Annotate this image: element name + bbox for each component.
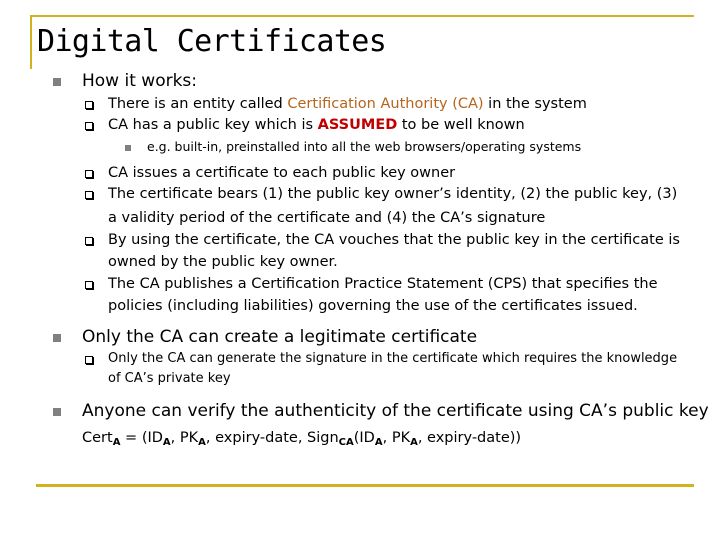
formula-text: = (ID (120, 430, 163, 446)
formula-text: , expiry-date)) (417, 430, 522, 446)
item-private-key-line1: Only the CA can generate the signature in the certificate which requires the knowledge (108, 351, 678, 366)
formula-subscript: A (162, 437, 171, 448)
item-private-key-line2: of CA’s private key (108, 371, 231, 386)
square-bullet-icon (53, 408, 61, 416)
slide-title: Digital Certificates (37, 24, 387, 59)
item-ca-public-key (108, 115, 525, 136)
item-text: to be well known (397, 117, 525, 133)
section-heading-anyone-verify: Anyone can verify the authenticity of the certificate using CA’s public key (82, 401, 709, 421)
item-cps-line2: policies (including liabilities) governing the use of the certificates issued. (108, 298, 638, 314)
item-certificate-bears-line2: a validity period of the certificate and (4) the CA’s signature (108, 210, 546, 226)
section-heading-only-ca: Only the CA can create a legitimate certificate (82, 327, 478, 347)
formula-text: (ID (353, 430, 375, 446)
hollow-square-bullet-icon (85, 122, 93, 130)
item-vouches-line1: By using the certificate, the CA vouches that the public key in the certificate is (108, 232, 680, 248)
formula-text: , expiry-date, Sign (205, 430, 339, 446)
frame-left-rule (30, 15, 32, 69)
certificate-formula (82, 428, 521, 453)
item-text: There is an entity called (108, 96, 288, 112)
subitem-builtin: e.g. built-in, preinstalled into all the web browsers/operating systems (147, 139, 582, 154)
formula-subscript: A (198, 437, 206, 448)
formula-subscript: A (374, 437, 383, 448)
item-ca-entity (108, 94, 587, 115)
hollow-square-bullet-icon (85, 237, 93, 245)
square-bullet-icon (53, 78, 61, 86)
hollow-square-bullet-icon (85, 191, 93, 199)
item-cps-line1: The CA publishes a Certification Practice Statement (CPS) that specifies the (108, 276, 658, 292)
frame-bottom-rule (36, 484, 694, 487)
formula-subscript: A (112, 437, 121, 448)
square-bullet-icon (125, 145, 131, 151)
formula-text: Cert (82, 430, 113, 446)
frame-top-rule (30, 15, 694, 17)
square-bullet-icon (53, 334, 61, 342)
section-heading-how-it-works: How it works: (82, 71, 198, 91)
formula-text: , PK (170, 430, 199, 446)
item-vouches-line2: owned by the public key owner. (108, 254, 338, 270)
formula-subscript: CA (338, 437, 354, 448)
hollow-square-bullet-icon (85, 101, 93, 109)
item-certificate-bears-line1: The certificate bears (1) the public key owner’s identity, (2) the public key, (3) (108, 186, 678, 202)
item-text: in the system (483, 96, 587, 112)
assumed-emphasis: ASSUMED (317, 117, 398, 133)
hollow-square-bullet-icon (85, 170, 93, 178)
item-text: CA has a public key which is (108, 117, 318, 133)
ca-term: Certification Authority (CA) (287, 96, 484, 112)
item-ca-issues: CA issues a certificate to each public key owner (108, 165, 456, 181)
hollow-square-bullet-icon (85, 356, 93, 364)
formula-text: , PK (382, 430, 411, 446)
formula-subscript: A (410, 437, 418, 448)
hollow-square-bullet-icon (85, 281, 93, 289)
